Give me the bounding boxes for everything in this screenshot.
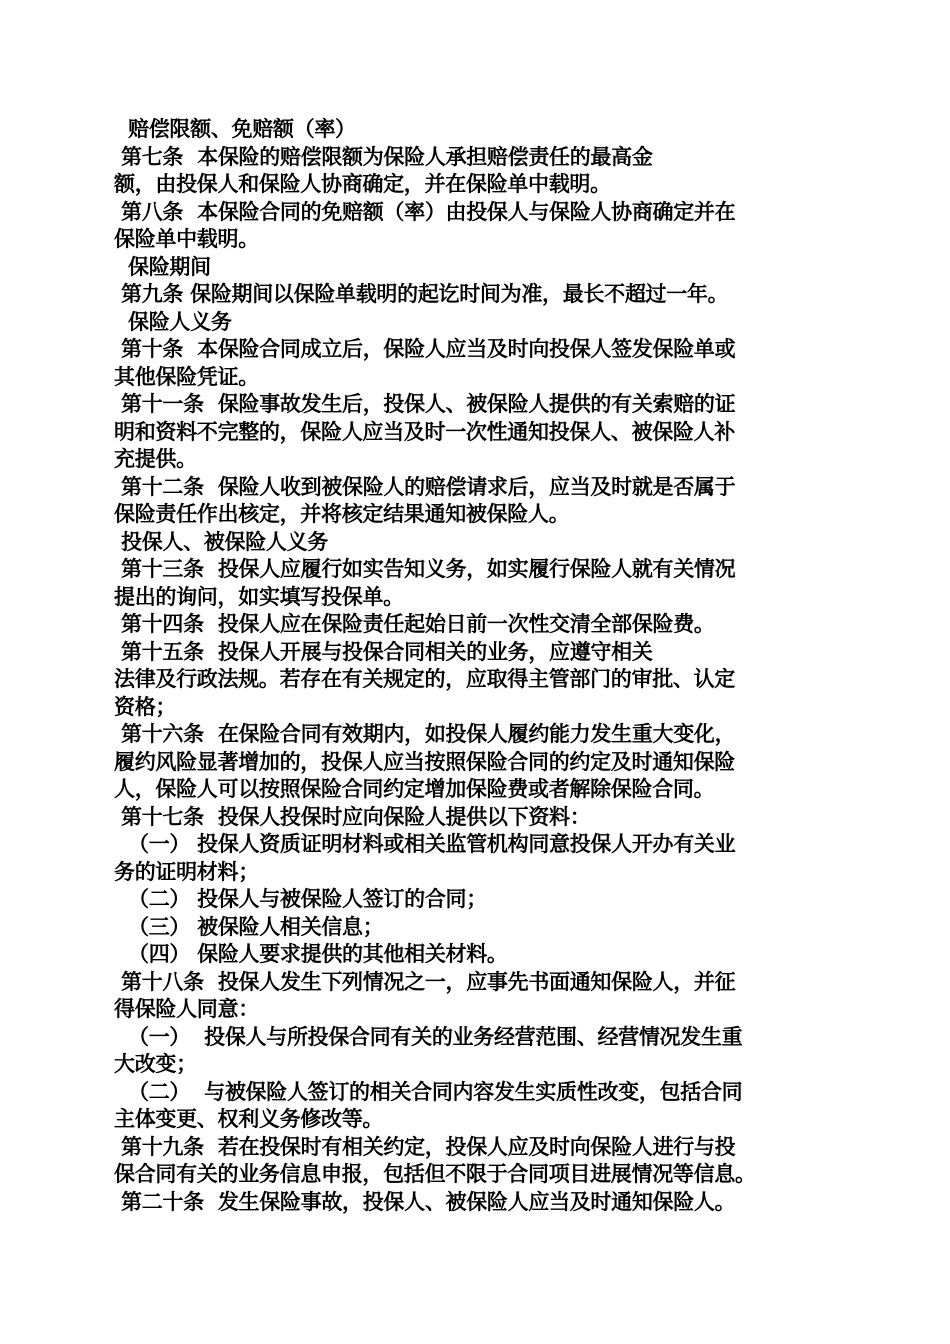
text-line: 保险单中载明。 [114,227,259,251]
text-line: 资格； [114,694,177,719]
text-line: 第八条 本保险合同的免赔额（率）由投保人与保险人协商确定并在 [114,199,736,224]
text-line: 法律及行政法规。若存在有关规定的，应取得主管部门的审批、认定 [114,667,735,691]
text-line: 第九条 保险期间以保险单载明的起讫时间为准，最长不超过一年。 [114,282,729,306]
text-line: 第十九条 若在投保时有相关约定，投保人应及时向保险人进行与投 [114,1134,736,1159]
document-body [114,116,854,1216]
text-line: （四） 保险人要求提供的其他相关材料。 [114,942,508,966]
text-line: 投保人、被保险人义务 [114,529,329,554]
text-line: 大改变； [114,1052,197,1076]
text-line: （一） 投保人资质证明材料或相关监管机构同意投保人开办有关业 [114,832,736,856]
text-line: 人，保险人可以按照保险合同约定增加保险费或者解除保险合同。 [114,777,715,801]
text-line: 第十四条 投保人应在保险责任起始日前一次性交清全部保险费。 [114,612,715,636]
text-line: 保合同有关的业务信息申报，包括但不限于合同项目进展情况等信息。 [114,1162,756,1186]
text-line: 第十八条 投保人发生下列情况之一，应事先书面通知保险人，并征 [114,969,736,994]
text-line: 额，由投保人和保险人协商确定，并在保险单中载明。 [114,172,611,196]
text-line: 第七条 本保险的赔偿限额为保险人承担赔偿责任的最高金 [114,144,653,169]
text-line: 第十条 本保险合同成立后，保险人应当及时向投保人签发保险单或 [114,337,736,361]
text-line: （二） 投保人与被保险人签订的合同； [114,887,487,911]
text-line: 主体变更、权利义务修改等。 [114,1107,384,1131]
text-line: 明和资料不完整的，保险人应当及时一次性通知投保人、被保险人补 [114,419,735,444]
text-line: 第十五条 投保人开展与投保合同相关的业务，应遵守相关 [114,639,653,664]
text-line: 第十三条 投保人应履行如实告知义务，如实履行保险人就有关情况 [114,557,736,581]
text-line: 第十七条 投保人投保时应向保险人提供以下资料： [114,804,591,829]
text-line: 第十一条 保险事故发生后，投保人、被保险人提供的有关索赔的证 [114,392,736,416]
text-line: （一） 投保人与所投保合同有关的业务经营范围、经营情况发生重 [114,1024,743,1049]
text-line: 第十二条 保险人收到被保险人的赔偿请求后，应当及时就是否属于 [114,474,736,499]
text-line: （二） 与被保险人签订的相关合同内容发生实质性改变，包括合同 [114,1079,743,1104]
text-line: 第二十条 发生保险事故，投保人、被保险人应当及时通知保险人。 [114,1189,736,1214]
text-line: 保险期间 [114,254,211,279]
text-line: 履约风险显著增加的，投保人应当按照保险合同的约定及时通知保险 [114,749,735,774]
text-line: 第十六条 在保险合同有效期内，如投保人履约能力发生重大变化， [114,722,736,746]
text-line: 保险人义务 [114,309,232,334]
text-line: （三） 被保险人相关信息； [114,914,384,939]
text-line: 保险责任作出核定，并将核定结果通知被保险人。 [114,502,570,526]
text-line: 得保险人同意： [114,997,259,1021]
text-line: 提出的询问，如实填写投保单。 [114,584,404,609]
text-line: 充提供。 [114,447,197,471]
text-line: 其他保险凭证。 [114,364,259,389]
text-line: 赔偿限额、免赔额（率） [114,117,356,141]
text-line: 务的证明材料； [114,859,259,884]
